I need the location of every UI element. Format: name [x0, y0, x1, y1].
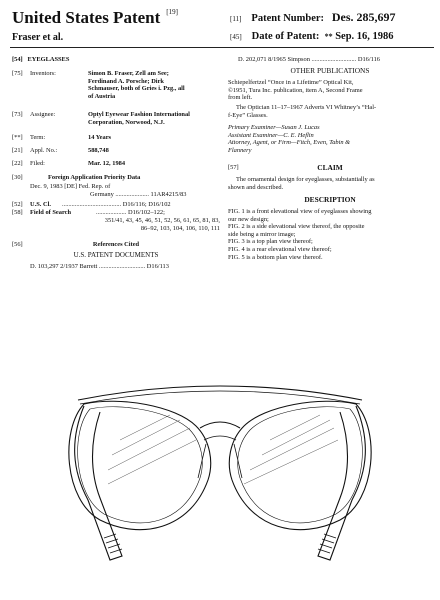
title-ref: [19]	[166, 8, 178, 16]
authors: Fraser et al.	[12, 32, 64, 43]
other-publication-2: The Optician 11–17–1967 Adverts VI Whitney’s “Hal- f-Eye” Glasses.	[228, 104, 377, 119]
examiners: Primary Examiner—Susan J. Lucas Assistant Examiner—C. E. Heflin Attorney, Agent, or Firm—Fitch, Even, Tabin & Flannery	[228, 124, 351, 154]
claim-header: [57] CLAIM	[228, 163, 343, 172]
other-publications-title: OTHER PUBLICATIONS	[290, 66, 370, 75]
description-title: DESCRIPTION	[304, 195, 356, 204]
right-nose-pad	[234, 444, 242, 478]
eyeglasses-figure	[69, 386, 371, 560]
claim-text: The ornamental design for eyeglasses, substantially as shown and described.	[228, 176, 375, 191]
patent-office-title: United States Patent [19]	[12, 8, 178, 27]
cited-patent: D. 202,071 8/1965 Simpson ............................ D16/116	[238, 56, 380, 63]
description-text: FIG. 1 is a front elevational view of eyeglasses showing our new design; FIG. 2 is a side elevational view thereof, the opposite side being a mirror image; FIG. 3 is a top plan view thereof; FIG. 4 is a rear elevational view thereof; FIG. 5 is a bottom plan view thereof.	[228, 208, 372, 261]
bridge-lower	[204, 436, 236, 440]
bibliographic-column: [54] EYEGLASSES [75] Inventors: Simon B. Fraser, Zell am See; Ferdinand A. Porsche; Dirk Schmauser, both of Gries i. Pzg., all of Austria [73] Assignee: Optyl Eyewear Fashion International Corporation, Norwood, N.J. [**] Term: 14 Years [21] Appl. No.: 588,748 [22] Filed: Mar. 12, 1984 [30] Foreign Application Priority Data Dec. 9, 1983 [DE] Fed. Rep. of Germany ..................... 11AR4215/83 [52] U.S. Cl. ..................................... D16/116; D16/102 [58] Field of Search ................... D16/102–122; 351/41, 43, 45, 46, 51, 52, 56, 61, 65, 81, 83, 86–92, 103, 104, 106, 110, 111 [56] References Cited U.S. PATENT DOCUMENTS D. 103,297 2/1937 Barrett ............................. D16/113	[12, 56, 220, 270]
temple-tip-ribs	[104, 534, 336, 553]
title-field: [54] EYEGLASSES	[12, 56, 70, 63]
other-publication-1: Schiepelfertzel “Once in a Lifetime” Optical Kit, ©1951, Tura Inc. publication, item A, Second Frame from left.	[228, 79, 363, 102]
left-temple	[75, 406, 122, 560]
date-of-patent: [45] Date of Patent: ** Sep. 16, 1986	[230, 31, 394, 42]
bridge	[200, 422, 240, 428]
left-nose-pad	[198, 444, 206, 478]
left-lens-rim	[69, 401, 211, 529]
lens-shading	[108, 415, 338, 484]
right-temple	[318, 406, 365, 560]
right-lens-rim	[229, 401, 371, 529]
patent-number: [11] Patent Number: Des. 285,697	[230, 10, 396, 24]
